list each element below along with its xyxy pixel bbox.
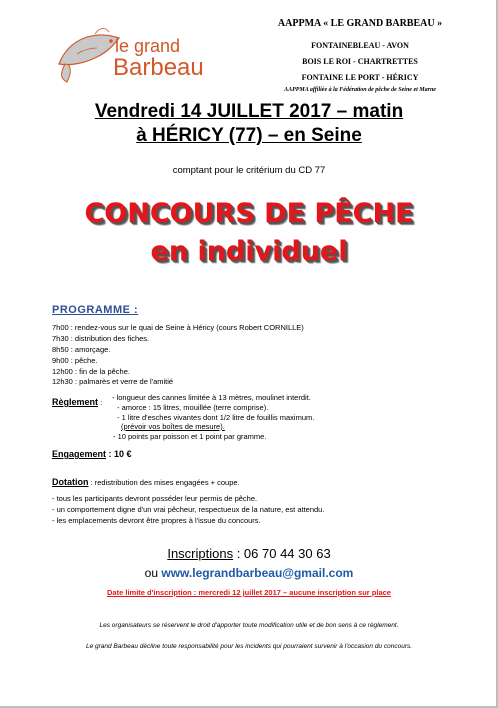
- reglement-heading: [52, 392, 102, 410]
- reglement-line: (prévoir vos boîtes de mesure).: [121, 422, 225, 431]
- town-line-1: FONTAINEBLEAU - AVON: [311, 41, 409, 50]
- email-link[interactable]: www.legrandbarbeau@gmail.com: [161, 566, 354, 580]
- rule-line: - un comportement digne d'un vrai pêcheur, respectueux de la nature, est attendu.: [52, 505, 325, 514]
- inscriptions-phone: 06 70 44 30 63: [243, 546, 331, 561]
- rule-line: - tous les participants devront posséder leur permis de pêche.: [52, 494, 258, 503]
- reglement-line: - 1 litre d'esches vivantes dont 1/2 litre de fouillis maximum.: [117, 413, 315, 422]
- dotation: [52, 472, 240, 490]
- programme-item: 8h50 : amorçage.: [52, 345, 111, 354]
- event-location-title: à HÉRICY (77) – en Seine: [136, 125, 362, 146]
- rule-line: - les emplacements devront être propres à l'issue du concours.: [52, 516, 261, 525]
- dotation-value: : redistribution des mises engagées + coupe.: [88, 478, 240, 487]
- engagement: [52, 449, 132, 459]
- association-name: AAPPMA « LE GRAND BARBEAU »: [277, 18, 443, 29]
- event-date-title: Vendredi 14 JUILLET 2017 – matin: [94, 101, 404, 122]
- reglement-line: - amorce : 15 litres, mouillée (terre comprise).: [117, 403, 269, 412]
- contact-line: [0, 566, 498, 580]
- contact-prefix: ou: [144, 566, 162, 580]
- reglement-label: Règlement: [52, 397, 99, 407]
- logo-text-line2: Barbeau: [113, 54, 204, 81]
- logo: [55, 22, 245, 92]
- criterium-subtitle: comptant pour le critérium du CD 77: [172, 165, 326, 176]
- reglement-sep: :: [98, 398, 103, 407]
- reglement-line: - 10 points par poisson et 1 point par gramme.: [113, 432, 267, 441]
- inscriptions: [0, 546, 498, 561]
- programme-item: 12h00 : fin de la pêche.: [52, 367, 130, 376]
- inscriptions-sep: :: [233, 546, 244, 561]
- engagement-value: : 10 €: [106, 449, 132, 459]
- reglement-line: - longueur des cannes limitée à 13 mètres, moulinet interdit.: [112, 393, 311, 402]
- registration-deadline: Date limite d'inscription : mercredi 12 juillet 2017 – aucune inscription sur place: [107, 588, 391, 597]
- programme-item: 7h00 : rendez-vous sur le quai de Seine à Héricy (cours Robert CORNILLE): [52, 323, 304, 332]
- programme-item: 12h30 : palmarès et verre de l'amitié: [52, 377, 174, 386]
- footer-note: Le grand Barbeau décline toute responsabilité pour les incidents qui pourraient survenir à l'occasion du concours.: [85, 643, 413, 650]
- programme-item: 7h30 : distribution des fiches.: [52, 334, 150, 343]
- inscriptions-label: Inscriptions: [167, 546, 234, 561]
- town-line-2: BOIS LE ROI - CHARTRETTES: [302, 57, 418, 66]
- headline-line1: CONCOURS DE PÊCHE: [84, 198, 414, 229]
- logo-text-line1: le grand: [115, 36, 181, 56]
- engagement-label: Engagement: [52, 449, 107, 459]
- programme-heading: PROGRAMME :: [52, 304, 139, 316]
- town-line-3: FONTAINE LE PORT - HÉRICY: [301, 73, 419, 82]
- headline-line2: en individuel: [150, 236, 348, 267]
- programme-item: 9h00 : pêche.: [52, 356, 98, 365]
- footer-note: Les organisateurs se réservent le droit d'apporter toute modification utile et de bon sens à ce règlement.: [99, 622, 399, 629]
- affiliation-text: AAPPMA affiliée à la Fédération de pêche de Seine et Marne: [284, 87, 436, 93]
- dotation-label: Dotation: [52, 477, 89, 487]
